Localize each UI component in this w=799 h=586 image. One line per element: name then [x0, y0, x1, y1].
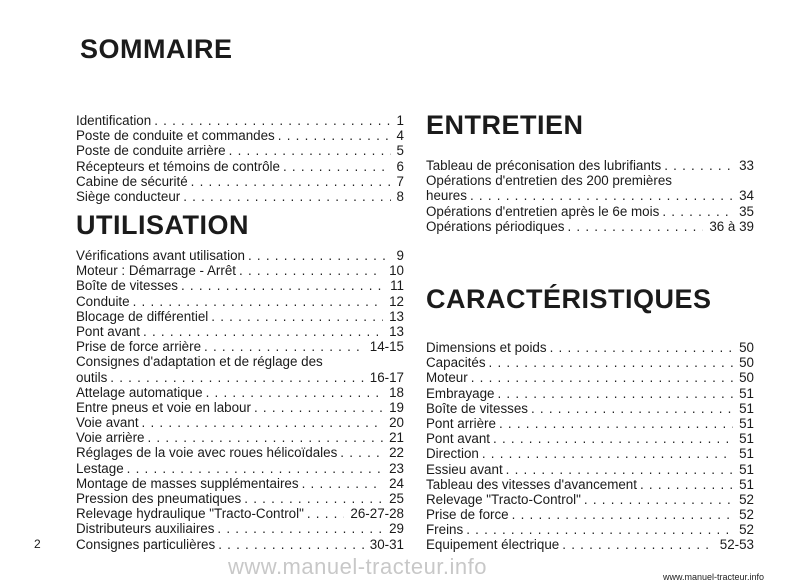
- toc-entry: [76, 113, 404, 128]
- toc-entry: [76, 174, 404, 189]
- toc-entry-label: Voie avant: [76, 415, 139, 431]
- dot-leader: [661, 158, 733, 173]
- toc-entry-page: 8: [396, 188, 404, 204]
- toc-entry-page: 13: [389, 323, 404, 339]
- dot-leader: [130, 294, 383, 309]
- toc-entry-page: 11: [390, 278, 404, 294]
- toc-entry-label: Montage de masses supplémentaires: [76, 475, 299, 491]
- toc-entry-page: 51: [739, 385, 754, 401]
- toc-entry-page: 9: [396, 248, 404, 263]
- toc-entry-page: 23: [389, 460, 404, 476]
- toc-entry: [76, 159, 404, 174]
- section-heading-utilisation: UTILISATION: [76, 210, 249, 240]
- toc-entry: [426, 446, 754, 461]
- toc-entry: [76, 385, 404, 400]
- toc-entretien: [426, 158, 754, 234]
- toc-entry-page: 34: [739, 188, 754, 204]
- toc-entry-page: 20: [389, 415, 404, 431]
- dot-leader: [124, 461, 383, 476]
- toc-entry-page: 51: [739, 461, 754, 477]
- dot-leader: [490, 431, 733, 446]
- toc-entry-label: Direction: [426, 446, 479, 462]
- toc-entry: [426, 522, 754, 537]
- toc-entry-page: 29: [389, 521, 404, 537]
- toc-entry-label: Tableau de préconisation des lubrifiants: [426, 158, 662, 173]
- toc-entry: [76, 128, 404, 143]
- toc-entry-label: Prise de force: [426, 507, 509, 523]
- watermark: www.manuel-tracteur.info: [228, 554, 487, 579]
- toc-entry-page: 6: [396, 158, 404, 174]
- toc-entry-page: 33: [739, 158, 754, 173]
- toc-entry: [426, 507, 754, 522]
- toc-entry-page: 21: [389, 430, 404, 446]
- toc-entry: [76, 476, 404, 491]
- dot-leader: [188, 174, 391, 189]
- toc-entry-page: 30-31: [369, 536, 404, 552]
- toc-entry: [76, 506, 404, 521]
- toc-entry: [426, 173, 754, 188]
- toc-entry-page: 1: [396, 113, 404, 128]
- dot-leader: [203, 385, 384, 400]
- dot-leader: [107, 370, 363, 385]
- dot-leader: [304, 506, 345, 521]
- dot-leader: [637, 477, 733, 492]
- dot-leader: [275, 128, 391, 143]
- toc-entry-page: 51: [739, 415, 754, 431]
- toc-entry-label: Distributeurs auxiliaires: [76, 521, 215, 537]
- toc-entry-label: Identification: [76, 113, 152, 128]
- toc-entry-label: Siège conducteur: [76, 188, 181, 204]
- toc-entry: [426, 431, 754, 446]
- dot-leader: [208, 309, 383, 324]
- toc-entry-page: 51: [739, 431, 754, 447]
- toc-entry-page: 50: [739, 340, 754, 355]
- dot-leader: [479, 446, 733, 461]
- toc-entry: [76, 309, 404, 324]
- dot-leader: [241, 491, 383, 506]
- dot-leader: [144, 430, 383, 445]
- toc-entry: [426, 537, 754, 552]
- toc-entry: [426, 492, 754, 507]
- toc-entry-page: 50: [739, 370, 754, 386]
- dot-leader: [547, 340, 734, 355]
- dot-leader: [151, 113, 390, 128]
- toc-caracteristiques: [426, 340, 754, 553]
- toc-entry-page: 35: [739, 203, 754, 219]
- dot-leader: [496, 416, 733, 431]
- dot-leader: [236, 263, 383, 278]
- toc-entry: [426, 386, 754, 401]
- toc-entry-label: Relevage "Tracto-Control": [426, 491, 581, 507]
- toc-entry: [76, 430, 404, 445]
- toc-entry-page: 51: [739, 476, 754, 492]
- dot-leader: [280, 159, 391, 174]
- toc-entry-page: 7: [396, 173, 404, 189]
- toc-entry-page: 18: [389, 384, 404, 400]
- toc-utilisation: [76, 248, 404, 552]
- toc-entry-label: Opérations d'entretien après le 6e mois: [426, 203, 660, 219]
- toc-entry: [76, 537, 404, 552]
- toc-entry: [76, 415, 404, 430]
- dot-leader: [178, 278, 384, 293]
- toc-entry: [76, 189, 404, 204]
- dot-leader: [214, 521, 383, 536]
- dot-leader: [581, 492, 733, 507]
- dot-leader: [201, 339, 364, 354]
- toc-entry-page: 52: [739, 491, 754, 507]
- dot-leader: [299, 476, 384, 491]
- dot-leader: [245, 248, 391, 263]
- toc-entry-page: 24: [389, 475, 404, 491]
- toc-entry-page: 22: [389, 445, 404, 461]
- toc-entry: [76, 143, 404, 158]
- toc-entry-label: Voie arrière: [76, 430, 145, 446]
- dot-leader: [467, 188, 733, 203]
- toc-entry-label: Opérations d'entretien des 200 premières: [426, 173, 672, 189]
- toc-entry-label: Boîte de vitesses: [426, 400, 528, 416]
- toc-entry: [426, 477, 754, 492]
- toc-entry-label: Pont avant: [76, 323, 141, 339]
- section-heading-caracteristiques: CARACTÉRISTIQUES: [426, 284, 712, 314]
- toc-entry-label: Pont avant: [426, 431, 491, 447]
- toc-entry-page: 26-27-28: [350, 506, 404, 522]
- toc-entry: [426, 188, 754, 203]
- toc-entry-label: Réglages de la voie avec roues hélicoïdales: [76, 445, 338, 461]
- toc-identification: [76, 113, 404, 204]
- dot-leader: [251, 400, 383, 415]
- toc-entry-page: 51: [739, 400, 754, 416]
- toc-entry-page: 12: [389, 293, 404, 309]
- toc-entry-label: Cabine de sécurité: [76, 173, 188, 189]
- dot-leader: [494, 386, 733, 401]
- toc-entry: [76, 491, 404, 506]
- dot-leader: [139, 415, 384, 430]
- toc-entry: [426, 416, 754, 431]
- toc-entry-label: Pont arrière: [426, 415, 496, 431]
- toc-entry-label: Boîte de vitesses: [76, 278, 178, 294]
- toc-entry-page: 52-53: [719, 537, 754, 553]
- toc-entry: [76, 263, 404, 278]
- toc-entry-page: 10: [389, 263, 404, 279]
- site-url: www.manuel-tracteur.info: [663, 572, 765, 582]
- toc-entry-page: 16-17: [369, 369, 404, 385]
- dot-leader: [180, 189, 390, 204]
- dot-leader: [564, 219, 703, 234]
- toc-entry: [76, 278, 404, 293]
- dot-leader: [140, 324, 383, 339]
- page-number: 2: [34, 537, 41, 551]
- toc-entry-label: Embrayage: [426, 385, 495, 401]
- section-heading-entretien: ENTRETIEN: [426, 110, 584, 140]
- dot-leader: [659, 204, 733, 219]
- dot-leader: [226, 143, 391, 158]
- toc-entry-page: 50: [739, 355, 754, 371]
- page-title: SOMMAIRE: [80, 34, 233, 64]
- dot-leader: [559, 537, 714, 552]
- toc-entry-label: Freins: [426, 522, 464, 538]
- dot-leader: [528, 401, 733, 416]
- toc-entry-label: outils: [76, 369, 108, 385]
- toc-entry-label: Lestage: [76, 460, 124, 476]
- toc-entry-label: Poste de conduite et commandes: [76, 128, 275, 144]
- toc-entry-page: 25: [389, 491, 404, 506]
- dot-leader: [337, 445, 383, 460]
- toc-entry: [76, 294, 404, 309]
- toc-entry-label: Essieu avant: [426, 461, 503, 477]
- toc-entry-label: Conduite: [76, 293, 130, 309]
- toc-entry-label: Equipement électrique: [426, 537, 560, 553]
- toc-entry-page: 51: [739, 446, 754, 462]
- toc-entry-label: Consignes d'adaptation et de réglage des: [76, 354, 323, 370]
- toc-entry-label: Consignes particulières: [76, 536, 216, 552]
- toc-entry: [76, 400, 404, 415]
- toc-entry-page: 19: [389, 399, 404, 415]
- toc-entry-label: Dimensions et poids: [426, 340, 547, 355]
- toc-entry: [426, 462, 754, 477]
- toc-entry-label: Blocage de différentiel: [76, 308, 209, 324]
- toc-entry-label: Moteur: [426, 370, 468, 386]
- toc-entry-label: Prise de force arrière: [76, 339, 202, 355]
- toc-entry: [426, 219, 754, 234]
- toc-entry-label: Poste de conduite arrière: [76, 143, 226, 159]
- toc-entry-label: Moteur : Démarrage - Arrêt: [76, 263, 236, 279]
- toc-entry: [76, 248, 404, 263]
- toc-entry-label: Opérations périodiques: [426, 218, 565, 234]
- toc-entry-label: Vérifications avant utilisation: [76, 248, 245, 263]
- toc-entry-page: 13: [389, 308, 404, 324]
- toc-entry: [426, 370, 754, 385]
- toc-entry: [76, 339, 404, 354]
- toc-entry: [76, 461, 404, 476]
- toc-entry: [426, 204, 754, 219]
- toc-entry: [426, 401, 754, 416]
- toc-entry: [426, 158, 754, 173]
- dot-leader: [468, 370, 733, 385]
- toc-entry-label: Tableau des vitesses d'avancement: [426, 476, 637, 492]
- toc-entry-label: Récepteurs et témoins de contrôle: [76, 158, 280, 174]
- toc-entry-page: 52: [739, 522, 754, 538]
- toc-entry-label: Pression des pneumatiques: [76, 491, 242, 506]
- toc-entry: [76, 354, 404, 369]
- toc-entry-page: 14-15: [369, 339, 404, 355]
- toc-entry-label: Capacités: [426, 355, 486, 371]
- toc-entry: [426, 340, 754, 355]
- toc-entry: [76, 445, 404, 460]
- toc-entry-page: 5: [396, 143, 404, 159]
- toc-entry-page: 36 à 39: [709, 218, 754, 234]
- toc-entry: [76, 521, 404, 536]
- toc-entry: [76, 324, 404, 339]
- dot-leader: [503, 462, 733, 477]
- toc-entry: [76, 370, 404, 385]
- toc-entry-label: Relevage hydraulique "Tracto-Control": [76, 506, 304, 522]
- toc-entry-page: 52: [739, 507, 754, 523]
- dot-leader: [486, 355, 734, 370]
- dot-leader: [463, 522, 733, 537]
- toc-entry-label: heures: [426, 188, 467, 204]
- toc-entry-page: 4: [396, 128, 404, 144]
- dot-leader: [509, 507, 733, 522]
- dot-leader: [215, 537, 364, 552]
- toc-entry: [426, 355, 754, 370]
- toc-entry-label: Attelage automatique: [76, 384, 203, 400]
- toc-entry-label: Entre pneus et voie en labour: [76, 399, 251, 415]
